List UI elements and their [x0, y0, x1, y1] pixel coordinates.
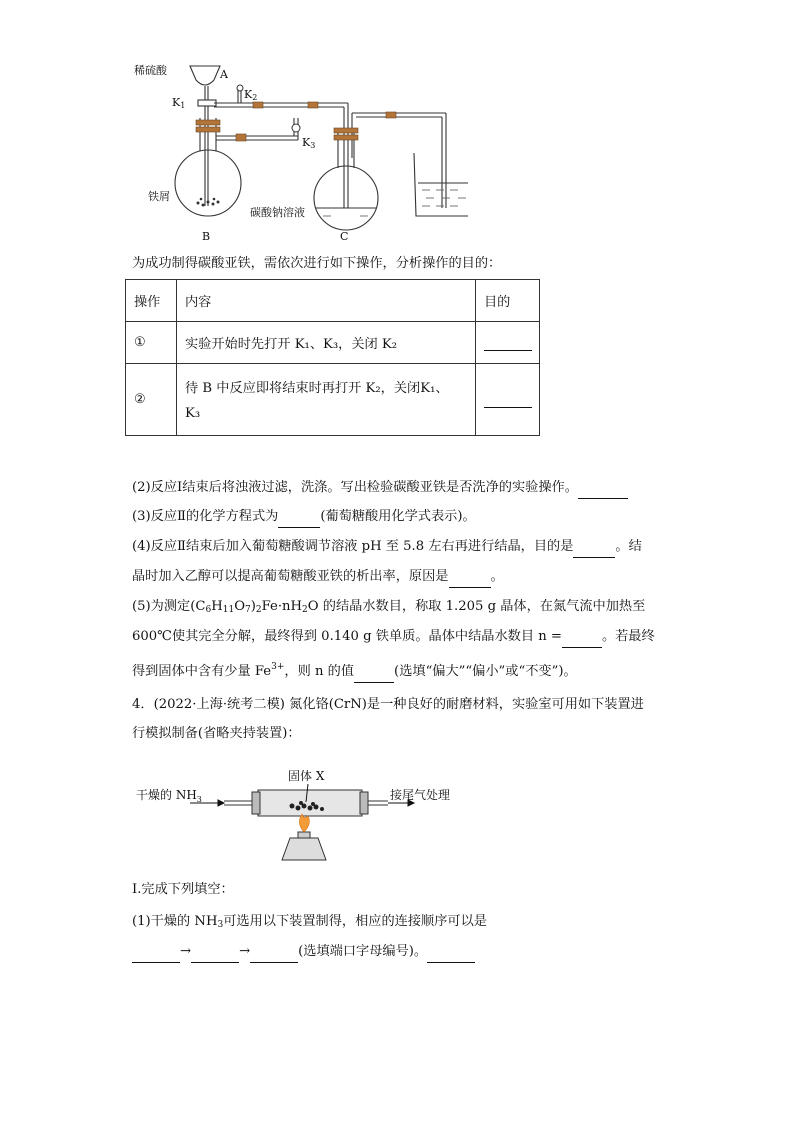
answer-blank[interactable] [484, 392, 532, 408]
label-K1-sub: 1 [180, 101, 186, 110]
question-3 [132, 507, 476, 528]
q5-h: H [211, 599, 223, 614]
arrow: → [239, 944, 251, 959]
question-4-text-c: 晶时加入乙醇可以提高葡萄糖酸亚铁的析出率，原因是 [132, 569, 449, 584]
q5-sub-11: 11 [222, 605, 235, 615]
q5-line2b: 。若最终 [601, 629, 655, 644]
p1-text-b: 可选用以下装置制得，相应的连接顺序可以是 [223, 914, 487, 929]
question-4-text-b: 。结 [615, 539, 642, 554]
question-2-text: (2)反应Ⅰ结束后将浊液过滤，洗涤。写出检验碳酸亚铁是否洗净的实验操作。 [132, 480, 578, 495]
answer-blank[interactable] [191, 942, 239, 963]
answer-blank[interactable] [354, 662, 394, 683]
row2-purpose [476, 364, 540, 436]
question-5-line3 [132, 657, 577, 683]
problem-4-title-line2: 行模拟制备(省略夹持装置)： [132, 726, 301, 741]
apparatus-figure-1 [128, 58, 468, 248]
label-K1: K [172, 96, 181, 109]
row1-content: 实验开始时先打开 K₁、K₃，关闭 K₂ [177, 322, 476, 364]
header-op: 操作 [126, 280, 177, 322]
label-dilute-sulfuric-acid: 稀硫酸 [134, 64, 167, 77]
question-2 [132, 478, 628, 499]
q5-pre: (5)为测定(C [132, 599, 206, 614]
table-row [126, 322, 540, 364]
q5-o: O [234, 599, 245, 614]
table-header-row [126, 280, 540, 322]
label-dry-nh3-sub: 3 [196, 795, 202, 804]
question-5-line1 [132, 597, 645, 620]
arrow: → [180, 944, 192, 959]
label-iron-filings: 铁屑 [148, 190, 170, 203]
label-K2: K [244, 88, 253, 101]
q5-sub-2b: 2 [302, 605, 308, 615]
answer-blank[interactable] [578, 478, 628, 499]
answer-blank[interactable] [427, 942, 475, 963]
q5-line3b: ，则 n 的值 [284, 664, 355, 679]
q5-sub-6: 6 [205, 605, 212, 615]
answer-blank[interactable] [484, 335, 532, 351]
row2-content-a: 待 B 中反应即将结束时再打开 K₂，关闭K₁、 [185, 380, 449, 396]
svg-text:K2 [244, 88, 257, 102]
question-4-line2 [132, 567, 504, 588]
q5-post2: O 的结晶水数目，称取 1.205 g 晶体，在氮气流中加热至 [307, 599, 646, 614]
q5-line3c: (选填“偏大”“偏小”或“不变”)。 [394, 664, 577, 679]
p1-text-a: (1)干燥的 NH [132, 914, 218, 929]
problem-4-title-line1: 4．(2022·上海·统考二模) 氮化铬(CrN)是一种良好的耐磨材料，实验室可用如下装置进 [132, 697, 644, 712]
p1-sub: 3 [217, 920, 224, 930]
label-sodium-carbonate: 碳酸钠溶液 [250, 206, 305, 219]
question-3-text-b: (葡萄糖酸用化学式表示)。 [320, 509, 476, 524]
part-1-answer-line [132, 942, 475, 963]
label-tail-gas: 接尾气处理 [390, 788, 451, 802]
svg-text:K3 [302, 136, 315, 150]
row1-num: ① [126, 322, 177, 364]
operations-table [125, 279, 540, 436]
q5-close: ) [250, 599, 256, 614]
p1-text-c: (选填端口字母编号)。 [298, 944, 428, 959]
apparatus-figure-2 [130, 768, 460, 868]
answer-blank[interactable] [573, 537, 615, 558]
label-K2-sub: 2 [252, 93, 258, 102]
q5-sup: 3+ [271, 662, 285, 672]
row1-purpose [476, 322, 540, 364]
answer-blank[interactable] [132, 942, 180, 963]
part-1-question-1 [132, 912, 487, 935]
question-3-text-a: (3)反应Ⅱ的化学方程式为 [132, 509, 279, 524]
label-A: A [220, 68, 228, 81]
row2-content [177, 364, 476, 436]
q5-sub-7: 7 [245, 605, 251, 615]
label-dry-nh3: 干燥的 NH [136, 788, 197, 802]
label-C: C [340, 230, 349, 243]
question-4-line1 [132, 537, 642, 558]
q5-line3a: 得到固体中含有少量 Fe [132, 664, 272, 679]
header-purpose: 目的 [476, 280, 540, 322]
question-4-text-a: (4)反应Ⅱ结束后加入葡萄糖酸调节溶液 pH 至 5.8 左右再进行结晶，目的是 [132, 539, 574, 554]
q5-line2a: 600℃使其完全分解，最终得到 0.140 g 铁单质。晶体中结晶水数目 n = [132, 629, 562, 644]
header-content: 内容 [177, 280, 476, 322]
row2-content-b: K₃ [185, 405, 201, 421]
label-K3-sub: 3 [310, 141, 316, 150]
q5-post: Fe·nH [261, 599, 303, 614]
label-K3: K [302, 136, 311, 149]
answer-blank[interactable] [562, 627, 602, 648]
answer-blank[interactable] [250, 942, 298, 963]
answer-blank[interactable] [449, 567, 491, 588]
table-row [126, 364, 540, 436]
svg-text:干燥的 NH3 [136, 787, 202, 804]
part-1-heading: Ⅰ.完成下列填空： [132, 882, 234, 897]
answer-blank[interactable] [278, 507, 320, 528]
question-4-text-d: 。 [490, 569, 504, 584]
label-solid-x: 固体 X [288, 769, 325, 783]
question-5-line2 [132, 627, 655, 648]
row2-num: ② [126, 364, 177, 436]
label-B: B [202, 230, 211, 243]
intro-text: 为成功制得碳酸亚铁，需依次进行如下操作，分析操作的目的： [132, 256, 502, 271]
svg-text:K1 [172, 96, 185, 110]
q5-sub-2: 2 [255, 605, 262, 615]
